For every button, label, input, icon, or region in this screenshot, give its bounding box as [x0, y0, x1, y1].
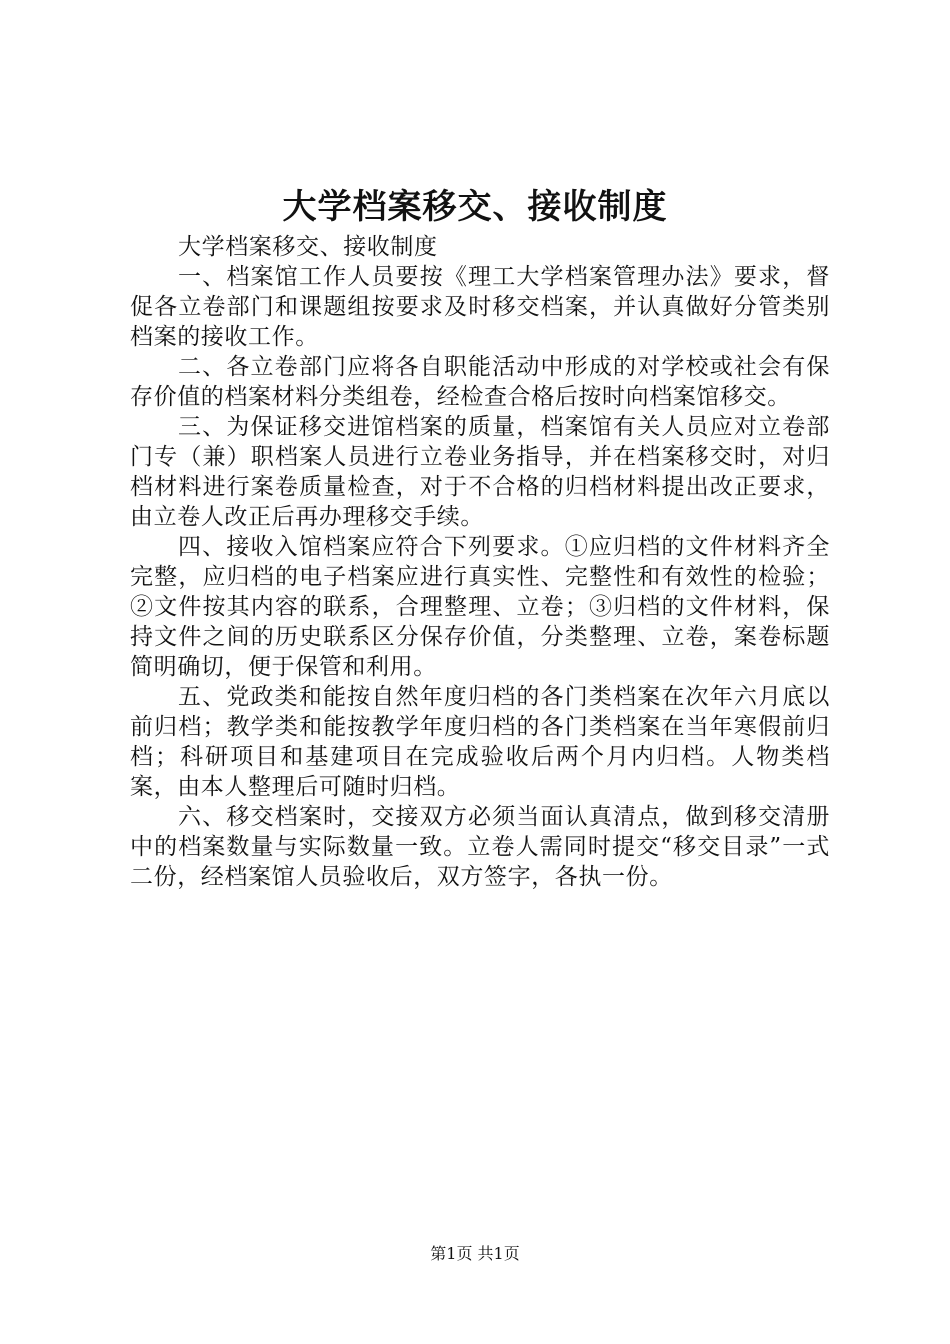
paragraph-2: 二、各立卷部门应将各自职能活动中形成的对学校或社会有保存价值的档案材料分类组卷，经检查合格后按时向档案馆移交。 [130, 354, 830, 410]
paragraph-heading: 大学档案移交、接收制度 [178, 234, 438, 260]
paragraph-6: 六、移交档案时，交接双方必须当面认真清点，做到移交清册中的档案数量与实际数量一致。立卷人需同时提交“移交目录”一式二份，经档案馆人员验收后，双方签字，各执一份。 [130, 804, 830, 890]
document-body [130, 232, 830, 892]
page-footer: 第1页 共1页 [430, 1244, 520, 1263]
paragraph-1: 一、档案馆工作人员要按《理工大学档案管理办法》要求，督促各立卷部门和课题组按要求及时移交档案，并认真做好分管类别档案的接收工作。 [130, 264, 830, 350]
paragraph-4: 四、接收入馆档案应符合下列要求。①应归档的文件材料齐全完整，应归档的电子档案应进行真实性、完整性和有效性的检验；②文件按其内容的联系，合理整理、立卷；③归档的文件材料，保持文件之间的历史联系区分保存价值，分类整理、立卷，案卷标题简明确切，便于保管和利用。 [130, 534, 830, 680]
paragraph-3: 三、为保证移交进馆档案的质量，档案馆有关人员应对立卷部门专（兼）职档案人员进行立卷业务指导，并在档案移交时，对归档材料进行案卷质量检查，对于不合格的归档材料提出改正要求，由立卷人改正后再办理移交手续。 [130, 414, 830, 530]
paragraph-5: 五、党政类和能按自然年度归档的各门类档案在次年六月底以前归档；教学类和能按教学年度归档的各门类档案在当年寒假前归档；科研项目和基建项目在完成验收后两个月内归档。人物类档案，由本人整理后可随时归档。 [130, 684, 830, 800]
document-title: 大学档案移交、接收制度 [282, 187, 668, 227]
